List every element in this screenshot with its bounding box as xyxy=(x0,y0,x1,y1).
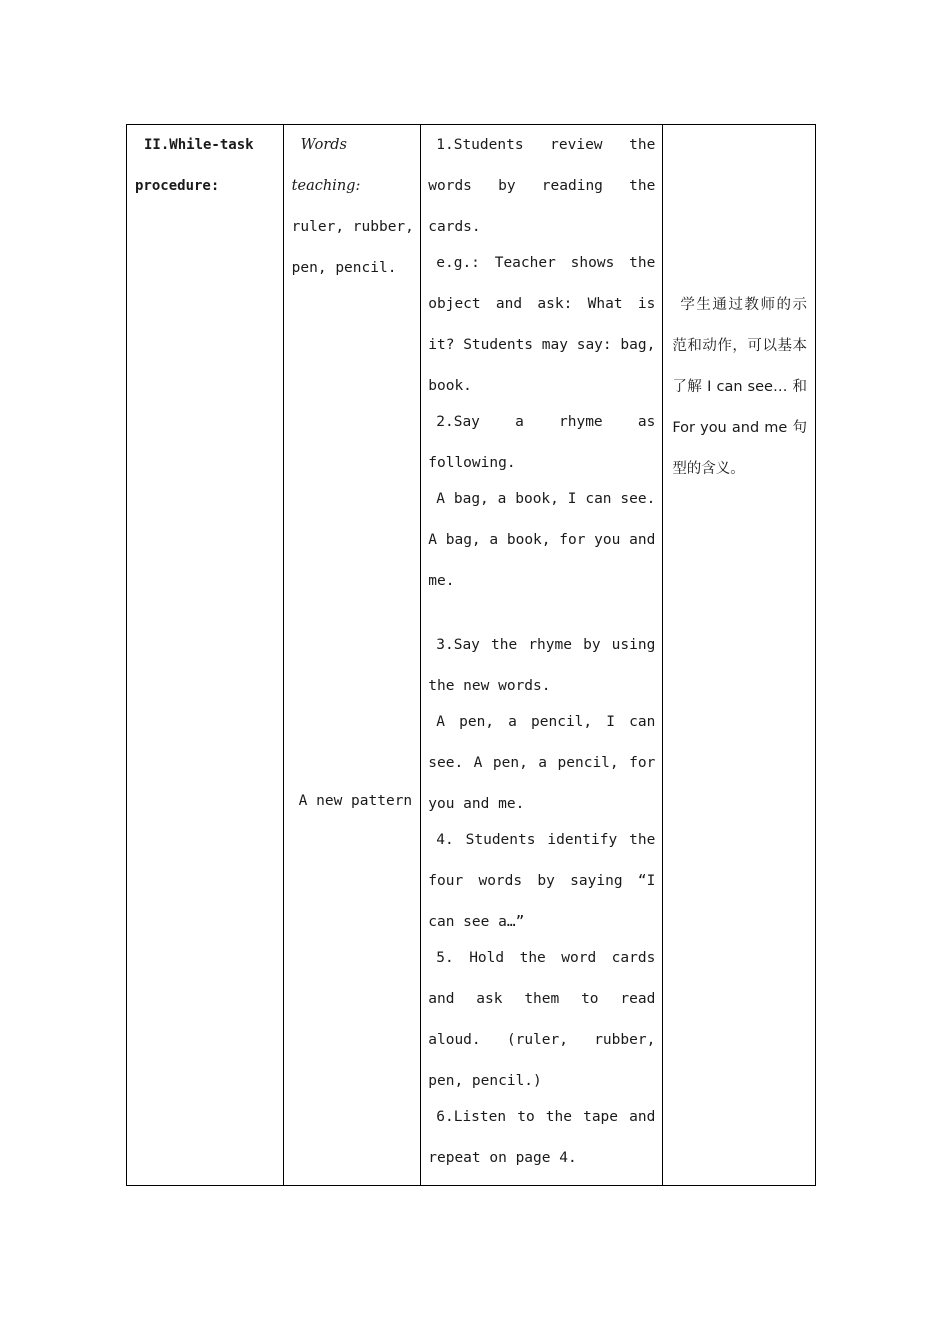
words-teaching-title xyxy=(292,125,415,207)
new-pattern-label: A new pattern xyxy=(298,793,413,809)
step-item: 6.Listen to the tape and repeat on page 4. xyxy=(428,1109,656,1166)
title-line-1: Words xyxy=(300,137,347,153)
vocab-line-1: ruler, rubber, xyxy=(291,219,414,235)
step-item: 3.Say the rhyme by using the new words. xyxy=(428,637,656,694)
step-item: 4. Students identify the four words by saying “I can see a…” xyxy=(428,832,656,930)
step-item: A bag, a book, I can see. A bag, a book, for you and me. xyxy=(428,491,656,589)
stage-label xyxy=(127,125,283,207)
step-item: 5. Hold the word cards and ask them to read aloud. (ruler, rubber, pen, pencil.) xyxy=(428,950,656,1089)
purpose-text: 学生通过教师的示范和动作，可以基本了解 I can see… 和 For you and me 句型的含义。 xyxy=(672,297,807,477)
stage-cell xyxy=(127,125,284,1186)
stage-line-2: procedure: xyxy=(135,178,220,194)
table-row xyxy=(127,125,816,1186)
stage-line-1: II.While-task xyxy=(144,137,254,153)
title-line-2: teaching: xyxy=(291,178,361,194)
content-cell xyxy=(283,125,421,1186)
lesson-plan-table xyxy=(126,124,816,1186)
steps-list xyxy=(421,125,662,1179)
steps-cell xyxy=(421,125,663,1186)
vocab-line-2: pen, pencil. xyxy=(291,260,397,276)
step-item: 1.Students review the words by reading the cards. xyxy=(428,137,656,235)
step-item: e.g.: Teacher shows the object and ask: What is it? Students may say: bag, book. xyxy=(428,255,656,394)
purpose-cell xyxy=(663,125,816,1186)
step-item: 2.Say a rhyme as following. xyxy=(428,414,656,471)
step-item: A pen, a pencil, I can see. A pen, a pencil, for you and me. xyxy=(428,714,656,812)
